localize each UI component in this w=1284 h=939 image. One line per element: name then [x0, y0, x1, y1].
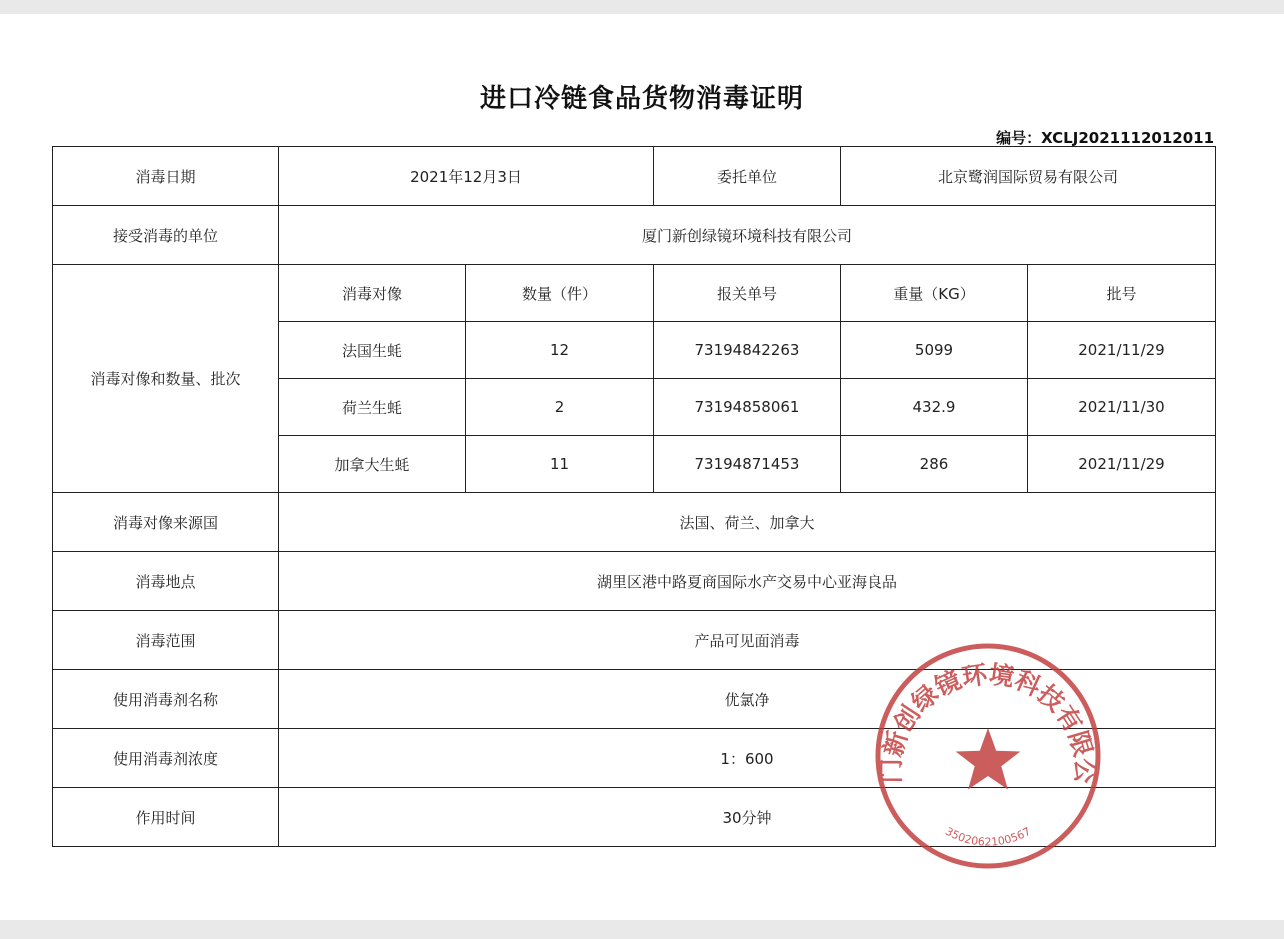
date-value: 2021年12月3日 [279, 147, 654, 206]
location-label: 消毒地点 [53, 552, 279, 611]
origin-label: 消毒对像来源国 [53, 493, 279, 552]
header-quantity: 数量（件） [466, 265, 654, 322]
client-label: 委托单位 [654, 147, 841, 206]
document-number: 编号：XCLJ2021112012011 [996, 129, 1214, 147]
header-weight: 重量（KG） [841, 265, 1028, 322]
item-batch: 2021/11/30 [1028, 379, 1216, 436]
seal-number-text: 3502062100567 [943, 824, 1033, 849]
item-weight: 5099 [841, 322, 1028, 379]
row-origin [53, 493, 1216, 552]
document-title: 进口冷链食品货物消毒证明 [479, 84, 804, 114]
client-value: 北京鹭润国际贸易有限公司 [841, 147, 1216, 206]
item-name: 荷兰生蚝 [279, 379, 466, 436]
document-sheet [0, 14, 1284, 920]
item-quantity: 11 [466, 436, 654, 493]
receiver-label: 接受消毒的单位 [53, 206, 279, 265]
agent-label: 使用消毒剂名称 [53, 670, 279, 729]
duration-value: 30分钟 [279, 788, 1216, 847]
item-declaration-no: 73194858061 [654, 379, 841, 436]
receiver-value: 厦门新创绿镜环境科技有限公司 [279, 206, 1216, 265]
date-label: 消毒日期 [53, 147, 279, 206]
item-declaration-no: 73194842263 [654, 322, 841, 379]
location-value: 湖里区港中路夏商国际水产交易中心亚海良品 [279, 552, 1216, 611]
item-quantity: 2 [466, 379, 654, 436]
scope-value: 产品可见面消毒 [279, 611, 1216, 670]
agent-value: 优氯净 [279, 670, 1216, 729]
seal-company-text: 门新创绿镜环境科技有限公 [876, 659, 1100, 784]
header-declaration-no: 报关单号 [654, 265, 841, 322]
item-name: 法国生蚝 [279, 322, 466, 379]
row-location [53, 552, 1216, 611]
row-scope [53, 611, 1216, 670]
certificate-table [52, 146, 1216, 847]
item-declaration-no: 73194871453 [654, 436, 841, 493]
concentration-value: 1：600 [279, 729, 1216, 788]
row-duration [53, 788, 1216, 847]
header-batch: 批号 [1028, 265, 1216, 322]
items-header-row [53, 265, 1216, 322]
row-concentration [53, 729, 1216, 788]
row-agent [53, 670, 1216, 729]
row-date-client [53, 147, 1216, 206]
row-receiver [53, 206, 1216, 265]
duration-label: 作用时间 [53, 788, 279, 847]
concentration-label: 使用消毒剂浓度 [53, 729, 279, 788]
scope-label: 消毒范围 [53, 611, 279, 670]
header-object: 消毒对像 [279, 265, 466, 322]
item-weight: 432.9 [841, 379, 1028, 436]
item-batch: 2021/11/29 [1028, 322, 1216, 379]
item-batch: 2021/11/29 [1028, 436, 1216, 493]
item-name: 加拿大生蚝 [279, 436, 466, 493]
item-quantity: 12 [466, 322, 654, 379]
item-weight: 286 [841, 436, 1028, 493]
objects-label: 消毒对像和数量、批次 [53, 265, 279, 493]
origin-value: 法国、荷兰、加拿大 [279, 493, 1216, 552]
